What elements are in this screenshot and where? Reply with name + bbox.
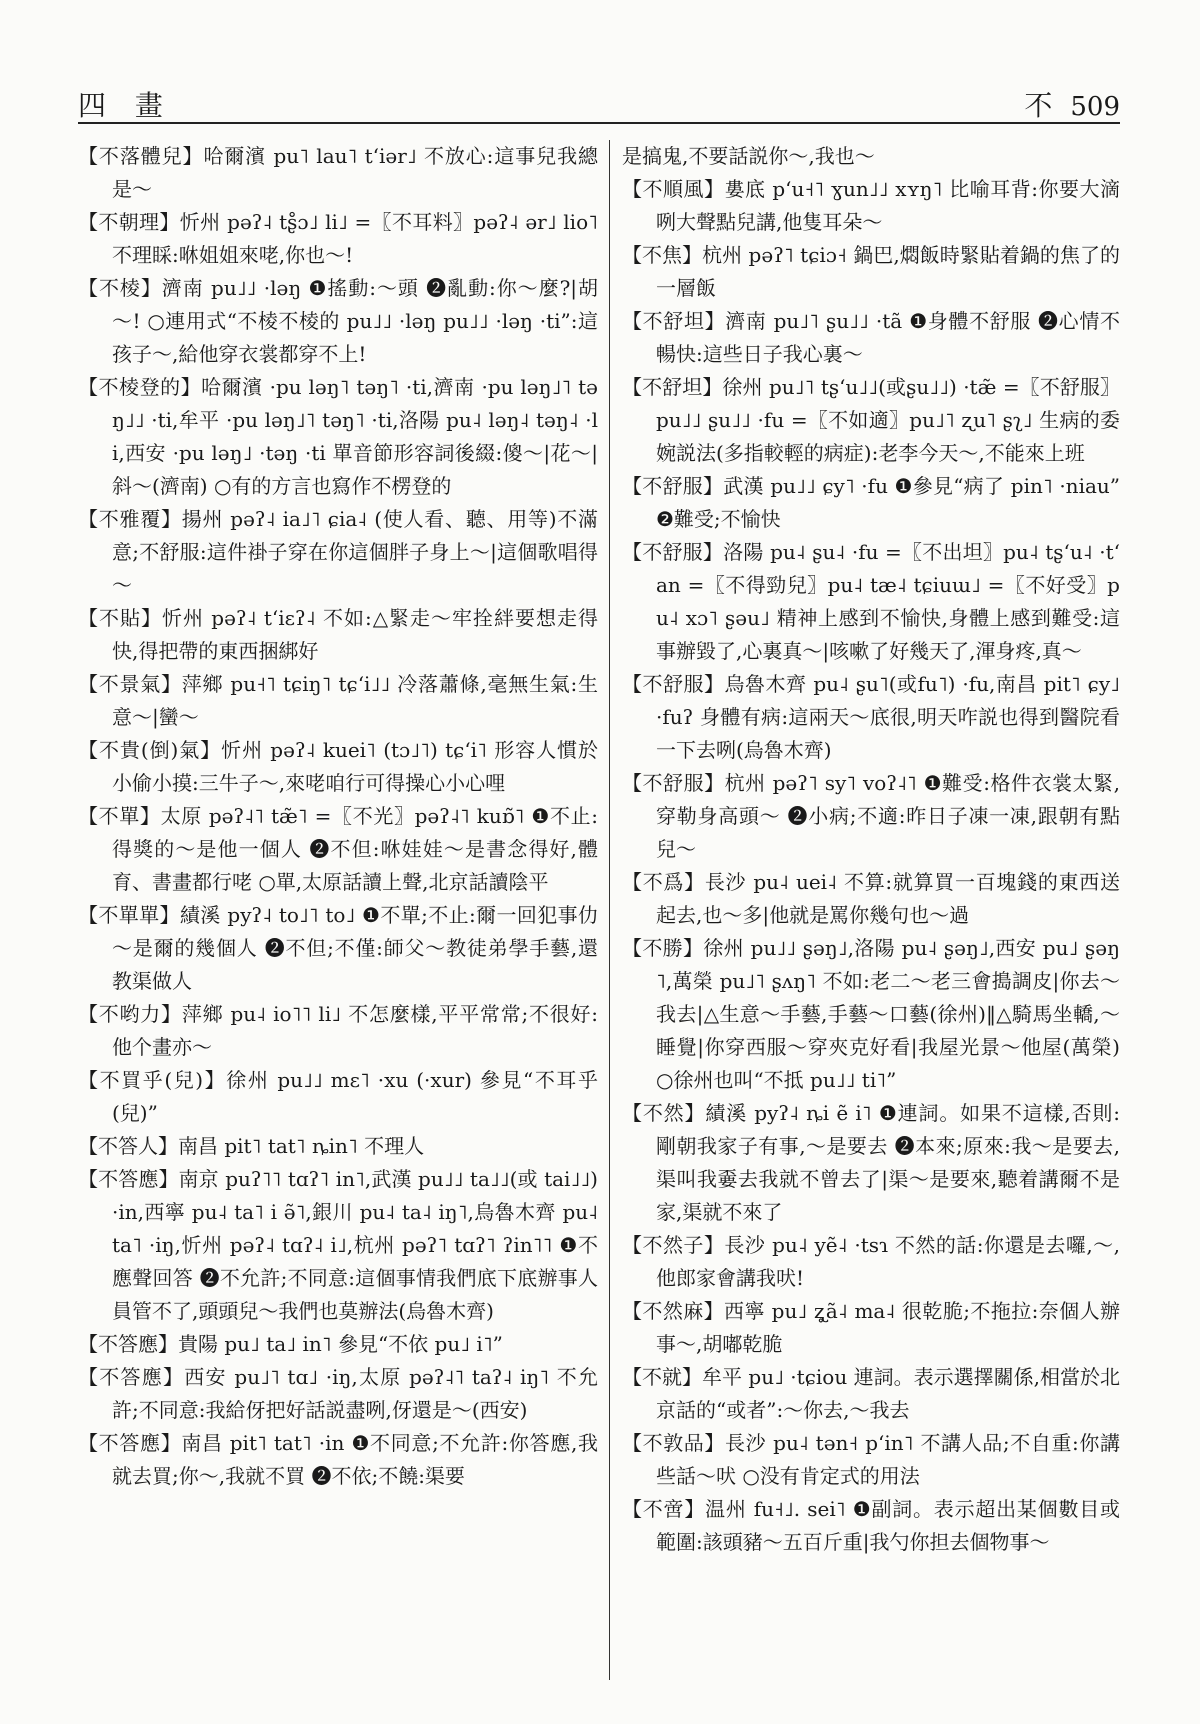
dictionary-entry: 【不舒服】洛陽 pu˨ ʂu˨ ·fu =〖不出坦〗pu˨ tʂʻu˨ ·tʻan =〖不得勁兒〗pu˨ tæ˨ tɕiuɯ˩ =〖不好受〗pu˨ xɔ˥ ʂəu˩ 精神上感到不愉快,身體上感到難受:這事辦毀了,心裏真～|咳嗽了好幾天了,渾身疼,真～ — [622, 540, 1120, 663]
dictionary-entry: 【不貴(倒)氣】忻州 pəʔ˨ kuei˥ (tɔ˩˥) tɕʻi˥ 形容人慣於小偷小摸:三牛子～,來咾咱行可得操心小心哩 — [78, 738, 598, 795]
dictionary-entry: 【不棱】濟南 pu˩˩ ·ləŋ ❶搖動:～頭 ❷亂動:你～麼?|胡～! ○連用式“不棱不棱的 pu˩˩ ·ləŋ pu˩˩ ·ləŋ ·ti”:這孩子～,給他穿衣裳都穿不上! — [78, 276, 598, 366]
dictionary-entry: 【不買乎(兒)】徐州 pu˩˩ mɛ˥ ·xu (·xur) 參見“不耳乎(兒)” — [78, 1068, 598, 1125]
dictionary-entry: 是搞鬼,不要話説你～,我也～ — [622, 144, 875, 168]
dictionary-entry: 【不朝理】忻州 pəʔ˨ tʂ̊ɔ˩ li˩ =〖不耳料〗pəʔ˨ ər˩ lio˥ 不理睬:咻姐姐來咾,你也～! — [78, 210, 598, 267]
dictionary-entry: 【不雅覆】揚州 pəʔ˨ ia˩˥ ɕia˨ (使人看、聽、用等)不滿意;不舒服:這件褂子穿在你這個胖子身上～|這個歌唱得～ — [78, 507, 598, 597]
dictionary-entry: 【不就】牟平 pu˩ ·tɕiou 連詞。表示選擇關係,相當於北京話的“或者”:～你去,～我去 — [622, 1365, 1120, 1422]
dictionary-entry: 【不舒服】杭州 pəʔ˥ sy˥ voʔ˨˥ ❶難受:格件衣裳太緊,穿勒身高頭～ ❷小病;不適:昨日子凍一凍,跟朝有點兒～ — [622, 771, 1120, 861]
dictionary-entry: 【不敦品】長沙 pu˨ tən˧ pʻin˥ 不講人品;不自重:你講些話～吠 ○没有肯定式的用法 — [622, 1431, 1120, 1488]
dictionary-entry: 【不答應】西安 pu˩˥ tɑ˩ ·iŋ,太原 pəʔ˨˥ taʔ˨ iŋ˥ 不允許;不同意:我給伢把好話説盡咧,伢還是～(西安) — [78, 1365, 598, 1422]
dictionary-entry: 【不爲】長沙 pu˨ uei˨ 不算:就算買一百塊錢的東西送起去,也～多|他就是罵你幾句也～過 — [622, 870, 1120, 927]
header-right — [1024, 84, 1120, 124]
column-divider — [609, 140, 610, 1680]
dictionary-entry: 【不單單】績溪 pyʔ˨ to˩˥ to˩ ❶不單;不止:爾一回犯事仂～是爾的幾個人 ❷不但;不僅:師父～教徒弟學手藝,還教渠做人 — [78, 903, 598, 993]
page-number: 509 — [1070, 92, 1120, 122]
dictionary-entry: 【不答應】南京 puʔ˥˥ tɑʔ˥ in˥,武漢 pu˩˩ ta˩˩(或 tai˩˩) ·in,西寧 pu˨ ta˥ i ə̃˥,銀川 pu˨ ta˨ iŋ˥,烏魯木齊 pu˨ ta˥ ·iŋ,忻州 pəʔ˨ tɑʔ˨ i˩,杭州 pəʔ˥ tɑʔ˥ ʔin˥˥ ❶不應聲回答 ❷不允許;不同意:這個事情我們底下底辦事人員管不了,頭頭兒～我們也莫辦法(烏魯木齊) — [78, 1167, 598, 1323]
dictionary-entry: 【不然子】長沙 pu˨ yẽ˨ ·tsɿ 不然的話:你還是去囉,～,他郎家會講我吠! — [622, 1233, 1120, 1290]
dictionary-entry: 【不然麻】西寧 pu˩ ʐ̥ã˨ ma˨ 很乾脆;不拖拉:奈個人辦事～,胡嘟乾脆 — [622, 1299, 1120, 1356]
dictionary-entry: 【不勝】徐州 pu˩˩ ʂəŋ˩,洛陽 pu˨ ʂəŋ˩,西安 pu˩ ʂəŋ˥,萬榮 pu˩˥ ʂʌŋ˥ 不如:老二～老三會搗調皮|你去～我去|△生意～手藝,手藝～口藝(徐州)‖△騎馬坐轎,～睡覺|你穿西服～穿夾克好看|我屋光景～他屋(萬榮) ○徐州也叫“不抵 pu˩˩ ti˥” — [622, 936, 1120, 1092]
dictionary-entry: 【不落體兒】哈爾濱 pu˥ lau˥ tʻiər˩ 不放心:這事兒我總是～ — [78, 144, 598, 201]
dictionary-entry: 【不景氣】萍鄉 pu˧˥ tɕiŋ˥ tɕʻi˩˩ 冷落蕭條,毫無生氣:生意～|蠻～ — [78, 672, 598, 729]
page-header — [78, 80, 1120, 124]
dictionary-entry: 【不單】太原 pəʔ˨˥ tæ̃˥ =〖不光〗pəʔ˨˥ kuɒ̃˥ ❶不止:得獎的～是他一個人 ❷不但:咻娃娃～是書念得好,體育、書畫都行咾 ○單,太原話讀上聲,北京話讀陰平 — [78, 804, 598, 894]
right-column — [622, 140, 1120, 1702]
dictionary-entry: 【不然】績溪 pyʔ˨ ȵi ẽ i˥ ❶連詞。如果不這樣,否則:剛朝我家子有事,～是要去 ❷本來;原來:我～是要去,渠叫我嫑去我就不曾去了|渠～是要來,聽着講爾不是家,渠就不來了 — [622, 1101, 1120, 1224]
dictionary-entry: 【不棱登的】哈爾濱 ·pu ləŋ˥ təŋ˥ ·ti,濟南 ·pu ləŋ˩˥ təŋ˩˩ ·ti,牟平 ·pu ləŋ˩˥ təŋ˥ ·ti,洛陽 pu˨ ləŋ˨ təŋ˨ ·li,西安 ·pu ləŋ˩ ·təŋ ·ti 單音節形容詞後綴:傻～|花～|斜～(濟南) ○有的方言也寫作不楞登的 — [78, 375, 598, 498]
dictionary-entry: 【不答人】南昌 pit˥ tat˥ ȵin˥ 不理人 — [78, 1134, 425, 1158]
section-title: 四 畫 — [78, 89, 173, 122]
dictionary-entry: 【不舒服】烏魯木齊 pu˨ ʂu˥(或fu˥) ·fu,南昌 pit˥ ɕy˩ ·fuʔ 身體有病:這兩天～底很,明天咋説也得到醫院看一下去咧(烏魯木齊) — [622, 672, 1120, 762]
dictionary-entry: 【不順風】婁底 pʻu˧˥ ɣun˩˩ xʏŋ˥ 比喻耳背:你要大滴咧大聲點兒講,他隻耳朵～ — [622, 177, 1120, 234]
dictionary-entry: 【不舒坦】濟南 pu˩˥ ʂu˩˩ ·tã ❶身體不舒服 ❷心情不暢快:這些日子我心裏～ — [622, 309, 1120, 366]
dictionary-entry: 【不貼】忻州 pəʔ˨ tʻiɛʔ˨ 不如:△緊走～牢拴絆要想走得快,得把帶的東西捆綁好 — [78, 606, 598, 663]
dictionary-entry: 【不焦】杭州 pəʔ˥ tɕiɔ˧ 鍋巴,燜飯時緊貼着鍋的焦了的一層飯 — [622, 243, 1120, 300]
dictionary-entry: 【不答應】南昌 pit˥ tat˥ ·in ❶不同意;不允許:你答應,我就去買;你～,我就不買 ❷不依;不饒:渠要 — [78, 1431, 598, 1488]
dictionary-entry: 【不哟力】萍鄉 pu˨ io˥˥ li˩ 不怎麼樣,平平常常;不很好:他个畫亦～ — [78, 1002, 598, 1059]
left-column — [78, 140, 598, 1702]
head-character: 不 — [1024, 89, 1053, 122]
dictionary-entry: 【不舒服】武漢 pu˩˩ ɕy˥ ·fu ❶參見“病了 pin˥ ·niau” ❷難受;不愉快 — [622, 474, 1120, 531]
dictionary-entry: 【不答應】貴陽 pu˩ ta˩ in˥ 參見“不依 pu˩ i˥” — [78, 1332, 503, 1356]
dictionary-entry: 【不啻】温州 fu˧˩. sei˥ ❶副詞。表示超出某個數目或範圍:該頭豬～五百斤重|我勺你担去個物事～ — [622, 1497, 1120, 1554]
dictionary-entry: 【不舒坦】徐州 pu˩˥ tʂʻu˩˩(或ʂu˩˩) ·tæ̃ =〖不舒服〗pu˩˩ ʂu˩˩ ·fu =〖不如適〗pu˩˥ ʐu˥ ʂʅ˩ 生病的委婉説法(多指較輕的病症):老李今天～,不能來上班 — [622, 375, 1120, 465]
